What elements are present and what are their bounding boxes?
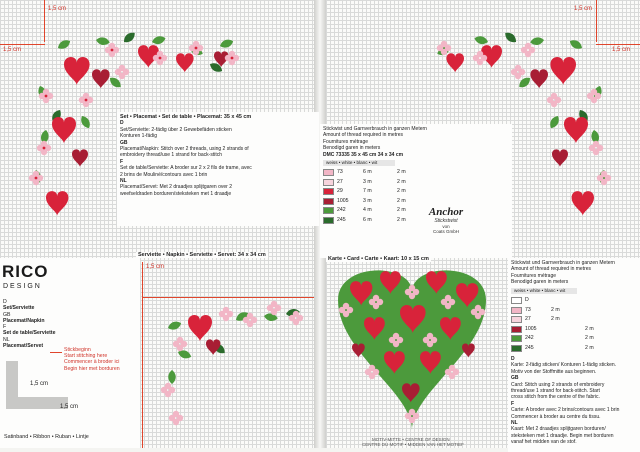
karte-line: Carte: A broder avec 2 brins/contours avec 1 brin [511, 407, 620, 414]
stitch-start-line: Start stitching here [64, 353, 108, 360]
legend-line: Set/Serviette [3, 305, 35, 312]
thread-a: 6 m [363, 216, 372, 223]
thread-a: 2 m [551, 306, 560, 313]
thread-b: 2 m [585, 344, 594, 351]
legend-line: F [3, 324, 7, 331]
karte-line: F [511, 400, 515, 407]
thread-row [511, 306, 640, 316]
color-swatch [511, 345, 522, 352]
thread-code: 245 [337, 216, 346, 223]
thread-intro-line: Amount of thread required in metres [511, 266, 592, 273]
anchor-sub: Stickstwist [434, 218, 458, 224]
color-swatch [511, 335, 522, 342]
thread-row [511, 325, 640, 335]
legend-lines [3, 299, 55, 349]
thread-row [323, 168, 509, 178]
thread-a: 2 m [551, 316, 560, 323]
thread-row [511, 296, 640, 306]
stitch-start-line: Begin hier met borduren [64, 365, 120, 372]
thread-code: 245 [525, 344, 534, 351]
placemat-heading: Set • Placemat • Set de table • Placemat: 35 x 45 cm [120, 114, 252, 120]
placemat-line: Placemat/Servet: Met 2 draadjes splijtgaren over 2 [120, 184, 232, 191]
thread-a: 3 m [363, 178, 372, 185]
thread-row [323, 197, 509, 207]
thread-table-2-intro [511, 260, 640, 286]
materials-text: Satinband • Ribbon • Ruban • Lintje [4, 434, 89, 440]
thread-row [323, 178, 509, 188]
karte-line: cross stitch from the centre of the fabric. [511, 394, 600, 401]
measure-guide-napkin-v [142, 262, 143, 448]
legend-line: Placemat/Servet [3, 343, 44, 350]
karte-line: Karte: 2-fädig sticken/ Konturen 1-fädig sticken. [511, 362, 617, 369]
karte-line: thread/use 1 strand for back-stitch. Start [511, 388, 600, 395]
rico-logo: RICO [2, 262, 49, 281]
legend-line: D [3, 299, 7, 305]
dim-label-1: 1,5 cm [30, 381, 49, 387]
karte-info-panel [508, 354, 640, 452]
thread-table-1-intro [323, 126, 509, 152]
thread-intro-line: Fournitures métrage [323, 138, 369, 145]
stitch-start-arrow [50, 352, 62, 353]
placemat-line: NL [120, 178, 127, 185]
color-swatch [323, 188, 334, 195]
serviette-caption: Serviette • Napkin • Serviette • Servet: 34 x 34 cm [138, 252, 266, 258]
color-swatch [511, 307, 522, 314]
anchor-brand: Anchor [428, 206, 464, 218]
thread-a: 7 m [363, 188, 372, 195]
legend-line: Placemat/Napkin [3, 317, 45, 324]
thread-code: 73 [337, 169, 343, 176]
motiv-label-2: CENTRE DU MOTIF • MIDDEN VAN HET MOTIEF [362, 442, 464, 447]
karte-lines [511, 356, 640, 446]
thread-code: D [525, 297, 529, 304]
color-swatch [323, 207, 334, 214]
measure-guide-right-v [596, 0, 597, 42]
color-swatch [323, 179, 334, 186]
thread-row [323, 206, 509, 216]
karte-line: Kaart: Met 2 draadjes splijtgaren borduren/ [511, 426, 606, 433]
thread-intro-line: Benodigd garen in meters [323, 145, 381, 152]
thread-table-2-rows [511, 296, 640, 353]
thread-table-2 [508, 258, 640, 358]
thread-code: 27 [337, 178, 343, 185]
measure-guide-left-v [44, 0, 45, 42]
thread-intro-line: Amount of thread required in metres [323, 132, 404, 139]
rico-design-label: DESIGN [3, 283, 42, 290]
color-swatch [323, 217, 334, 224]
thread-row [323, 187, 509, 197]
measure-guide-right-h [596, 44, 640, 45]
placemat-line: embroidery thread/use 1 strand for back-stitch [120, 152, 222, 159]
anchor-logo [420, 206, 472, 250]
measure-label-left-top: 1,5 cm [48, 6, 67, 12]
thread-b: 2 m [397, 188, 406, 195]
karte-line: steksteken met 1 draadje. Begin met borduren [511, 432, 614, 439]
measure-label-left-side: 1,5 cm [3, 47, 22, 53]
legend-line: GB [3, 311, 11, 318]
placemat-info-panel [117, 112, 319, 226]
legend-line: Set de table/Serviette [3, 330, 56, 337]
placemat-line: F [120, 158, 124, 165]
measure-label-right-top: 1,5 cm [574, 6, 593, 12]
color-swatch [323, 198, 334, 205]
thread-table-1-colhead: weiss • white • blanc • wit [323, 160, 395, 166]
motiv-label-1: MOTIV-MITTE • CENTRE OF DESIGN [372, 437, 450, 442]
thread-code: 1005 [337, 197, 349, 204]
measure-guide-napkin-h [142, 297, 314, 298]
color-swatch [323, 169, 334, 176]
thread-code: 242 [337, 207, 346, 214]
karte-caption: Karte • Card • Carte • Kaart: 10 x 15 cm [328, 256, 429, 262]
placemat-line: GB [120, 139, 128, 146]
placemat-lines [120, 120, 316, 197]
thread-table-1 [320, 124, 512, 258]
stitch-start-text [64, 347, 120, 372]
karte-line: Motiv von der Stoffmitte aus beginnen. [511, 368, 597, 375]
karte-line: Commencer à broder au centre du tissu. [511, 413, 601, 420]
thread-row [511, 315, 640, 325]
legend-line: NL [3, 336, 10, 343]
thread-code: 73 [525, 306, 531, 313]
thread-a: 3 m [363, 197, 372, 204]
color-swatch [511, 326, 522, 333]
placemat-line: Placemat/Napkin: Stitch over 2 threads, using 2 strands of [120, 146, 249, 153]
thread-row [511, 344, 640, 354]
thread-b: 2 m [397, 197, 406, 204]
placemat-line: weefseldraden borduren/steksteken met 1 draadje [120, 190, 232, 197]
measure-label-napkin-top: 1,5 cm [146, 264, 165, 270]
thread-a: 6 m [363, 169, 372, 176]
anchor-coats: Coats GmbH [432, 229, 459, 234]
karte-line: vanaf het midden van de stof. [511, 439, 577, 446]
thread-code: 242 [525, 335, 534, 342]
placemat-line: Set/Serviette: 2-fädig über 2 Gewebefäden sticken [120, 126, 232, 133]
thread-intro-line: Stickwist und Garnverbrauch in ganzen Metern [323, 126, 427, 132]
measure-label-right-side: 1,5 cm [612, 47, 631, 53]
dim-label-2: 1,5 cm [60, 404, 79, 410]
thread-code: 29 [337, 188, 343, 195]
thread-b: 2 m [397, 169, 406, 176]
thread-intro-line: Fournitures métrage [511, 272, 557, 279]
karte-line: GB [511, 375, 519, 382]
thread-intro-line: Benodigd garen in meters [511, 279, 569, 286]
color-swatch [511, 316, 522, 323]
thread-table-1-header: DMC 73335 35 x 45 cm 34 x 34 cm [323, 151, 404, 158]
thread-row [511, 334, 640, 344]
thread-table-2-colhead: weiss • white • blanc • wit [511, 288, 577, 294]
anchor-von: von [442, 224, 450, 229]
thread-table-1-rows [323, 168, 509, 225]
karte-line: D [511, 356, 515, 362]
thread-b: 2 m [585, 335, 594, 342]
ribbon-horizontal [6, 397, 68, 409]
thread-a: 4 m [363, 207, 372, 214]
stitch-start-line: Stickbeginn [64, 347, 91, 353]
thread-code: 27 [525, 316, 531, 323]
thread-intro-line: Stickwist und Garnverbrauch in ganzen Metern [511, 260, 615, 266]
thread-row [323, 216, 509, 226]
placemat-line: D [120, 120, 124, 127]
thread-code: 1005 [525, 325, 537, 332]
thread-b: 2 m [397, 216, 406, 223]
placemat-line: 2 brins de Mouliné/contours avec 1 brin [120, 171, 208, 178]
thread-b: 2 m [397, 178, 406, 185]
placemat-line: Set de table/Serviette: A broder sur 2 x 2 fils de trame, avec [120, 165, 252, 172]
measure-guide-left-h [0, 44, 45, 45]
thread-b: 2 m [397, 207, 406, 214]
stitch-start-line: Commencer à broder ici [64, 359, 120, 366]
karte-line: Card: Stitch using 2 strands of embroidery [511, 381, 605, 388]
placemat-line: Konturen 1-fädig [120, 133, 157, 140]
thread-b: 2 m [585, 325, 594, 332]
karte-line: NL [511, 420, 518, 427]
color-swatch [511, 297, 522, 304]
